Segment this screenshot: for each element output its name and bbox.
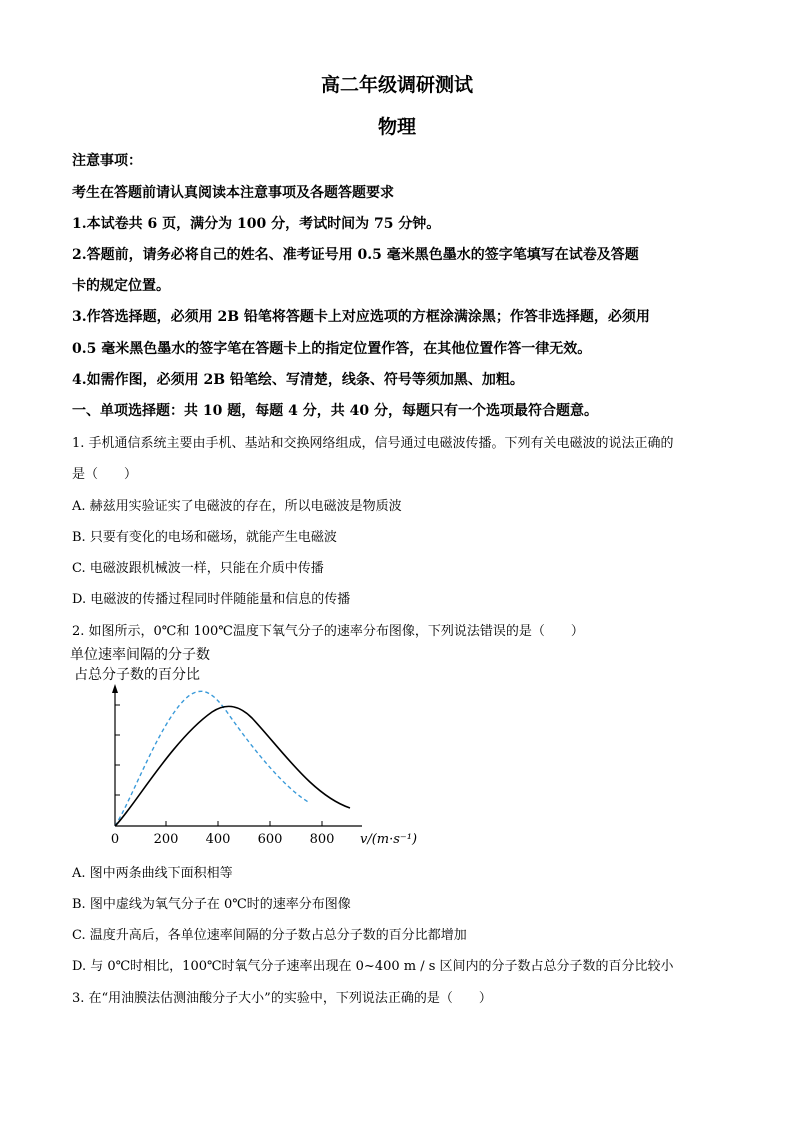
notice-heading: 注意事项： xyxy=(72,153,142,169)
question-1-option-a: A. 赫兹用实验证实了电磁波的存在，所以电磁波是物质波 xyxy=(72,499,402,514)
question-2-option-c: C. 温度升高后，各单位速率间隔的分子数占总分子数的百分比都增加 xyxy=(72,928,467,943)
question-1-stem-cont: 是（ ） xyxy=(72,467,138,482)
graph-ylabel-line2: 占总分子数的百分比 xyxy=(74,667,200,683)
notice-line: 3.作答选择题，必须用 2B 铅笔将答题卡上对应选项的方框涂满涂黑；作答非选择题，必须用 xyxy=(72,309,650,325)
x-tick-label: 200 xyxy=(153,832,179,847)
question-2-option-b: B. 图中虚线为氧气分子在 0℃时的速率分布图像 xyxy=(72,897,351,912)
x-tick-label: 800 xyxy=(309,832,335,847)
question-1-option-d: D. 电磁波的传播过程同时伴随能量和信息的传播 xyxy=(72,592,351,607)
x-tick-label: 0 xyxy=(110,832,120,847)
subject-title: 物理 xyxy=(377,116,416,138)
question-1-stem: 1. 手机通信系统主要由手机、基站和交换网络组成，信号通过电磁波传播。下列有关电磁波的说法正确的 xyxy=(72,436,674,451)
question-2-stem: 2. 如图所示，0℃和 100℃温度下氧气分子的速率分布图像，下列说法错误的是（ ） xyxy=(72,624,584,639)
curve-100c-solid xyxy=(115,706,350,826)
x-axis-label: v/(m·s⁻¹) xyxy=(360,832,418,847)
question-2-option-a: A. 图中两条曲线下面积相等 xyxy=(72,866,233,881)
graph-ylabel-line1: 单位速率间隔的分子数 xyxy=(70,647,210,663)
section-title: 一、单项选择题：共 10 题，每题 4 分，共 40 分，每题只有一个选项最符合题意。 xyxy=(72,403,598,419)
x-tick-label: 600 xyxy=(257,832,283,847)
notice-line: 卡的规定位置。 xyxy=(72,278,170,294)
y-axis-arrow xyxy=(112,684,118,693)
notice-line: 1.本试卷共 6 页，满分为 100 分，考试时间为 75 分钟。 xyxy=(72,216,441,232)
notice-line: 4.如需作图，必须用 2B 铅笔绘、写清楚，线条、符号等须加黑、加粗。 xyxy=(72,372,524,388)
x-ticks xyxy=(166,821,322,826)
y-ticks xyxy=(115,705,120,795)
notice-line: 考生在答题前请认真阅读本注意事项及各题答题要求 xyxy=(72,185,394,201)
x-tick-label: 400 xyxy=(205,832,231,847)
notice-line: 2.答题前，请务必将自己的姓名、准考证号用 0.5 毫米黑色墨水的签字笔填写在试卷及答题 xyxy=(72,247,639,263)
question-2-option-d: D. 与 0℃时相比，100℃时氧气分子速率出现在 0~400 m / s 区间内的分子数占总分子数的百分比较小 xyxy=(72,959,674,974)
exam-title: 高二年级调研测试 xyxy=(320,74,473,96)
notice-line: 0.5 毫米黑色墨水的签字笔在答题卡上的指定位置作答，在其他位置作答一律无效。 xyxy=(72,341,592,357)
question-1-option-c: C. 电磁波跟机械波一样，只能在介质中传播 xyxy=(72,561,324,576)
question-1-option-b: B. 只要有变化的电场和磁场，就能产生电磁波 xyxy=(72,530,337,545)
speed-distribution-graph xyxy=(62,640,432,855)
question-3-stem: 3. 在“用油膜法估测油酸分子大小”的实验中，下列说法正确的是（ ） xyxy=(72,991,492,1006)
